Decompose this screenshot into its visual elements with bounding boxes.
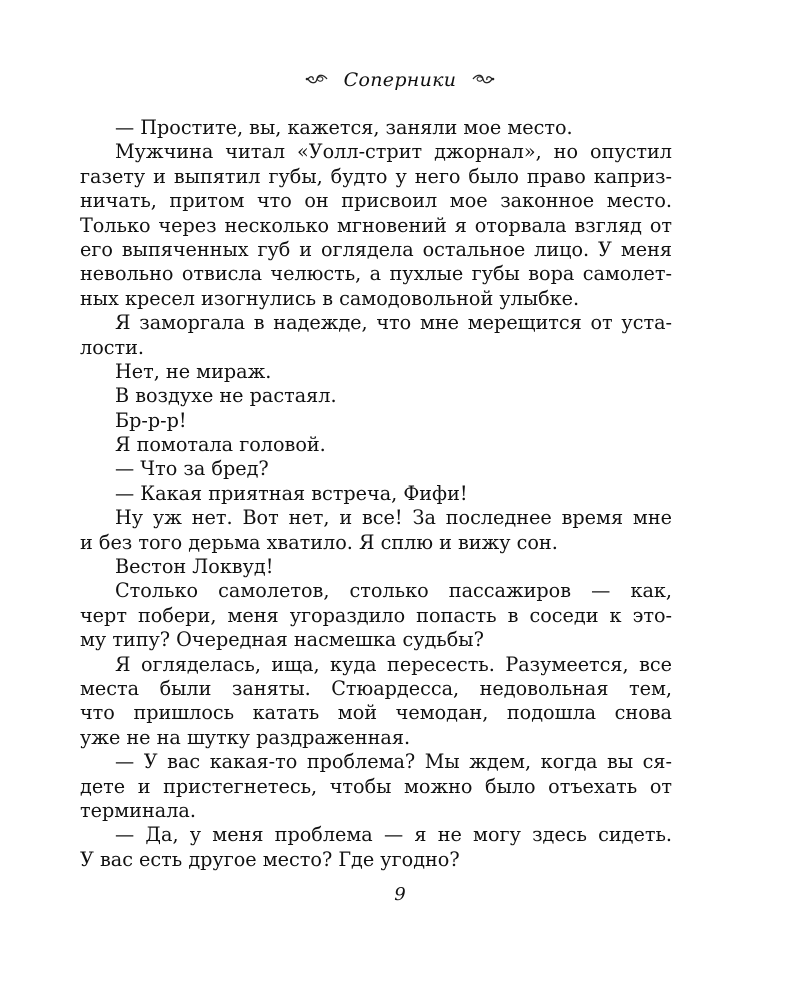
left-flourish-icon [305, 69, 329, 91]
text-line: и без того дерьма хватило. Я сплю и вижу сон. [80, 530, 558, 554]
text-line: уже не на шутку раздраженная. [80, 725, 411, 749]
text-line: В воздухе не растаял. [115, 384, 337, 408]
text-line: черт побери, меня угораздило попасть в соседи к это- [80, 603, 672, 627]
page-number: 9 [394, 884, 406, 905]
text-line: — Да, у меня проблема — я не могу здесь сидеть. [115, 823, 672, 847]
text-line: невольно отвисла челюсть, а пухлые губы вора самолет- [80, 262, 672, 286]
text-line: Я огляделась, ища, куда пересесть. Разумеется, все [115, 652, 672, 676]
text-line: — У вас какая-то проблема? Мы ждем, когда вы ся- [115, 750, 672, 774]
text-line: Только через несколько мгновений я оторвала взгляд от [80, 213, 672, 237]
text-line: ных кресел изогнулись в самодовольной улыбке. [80, 286, 580, 310]
text-line: газету и выпятил губы, будто у него было право каприз- [80, 164, 672, 188]
text-line: У вас есть другое место? Где угодно? [80, 847, 460, 871]
text-line: — Какая приятная встреча, Фифи! [115, 481, 468, 505]
text-line: Вестон Локвуд! [115, 555, 274, 579]
text-line: Нет, не мираж. [115, 359, 272, 383]
text-line: места были заняты. Стюардесса, недовольная тем, [80, 676, 672, 700]
text-line: Бр-р-р! [115, 408, 187, 432]
text-line: Мужчина читал «Уолл-стрит джорнал», но опустил [115, 140, 672, 164]
running-head [0, 68, 800, 91]
body-text [80, 116, 672, 872]
text-line: его выпяченных губ и оглядела остальное лицо. У меня [80, 237, 672, 261]
text-line: дете и пристегнетесь, чтобы можно было отъехать от [80, 774, 672, 798]
text-line: Ну уж нет. Вот нет, и все! За последнее время мне [115, 506, 672, 530]
text-line: ничать, притом что он присвоил мое законное место. [80, 189, 672, 213]
text-line: — Что за бред? [115, 457, 269, 481]
text-line: Я заморгала в надежде, что мне мерещится от уста- [115, 311, 672, 335]
text-line: Я помотала головой. [115, 433, 326, 457]
text-line: терминала. [80, 798, 196, 822]
text-line: Столько самолетов, столько пассажиров — как, [115, 579, 672, 603]
text-line: му типу? Очередная насмешка судьбы? [80, 628, 484, 652]
right-flourish-icon [471, 69, 495, 91]
text-line: лости. [80, 335, 144, 359]
running-head-title: Соперники [343, 69, 457, 91]
text-line: — Простите, вы, кажется, заняли мое место. [115, 116, 573, 139]
text-line: что пришлось катать мой чемодан, подошла снова [80, 701, 672, 725]
